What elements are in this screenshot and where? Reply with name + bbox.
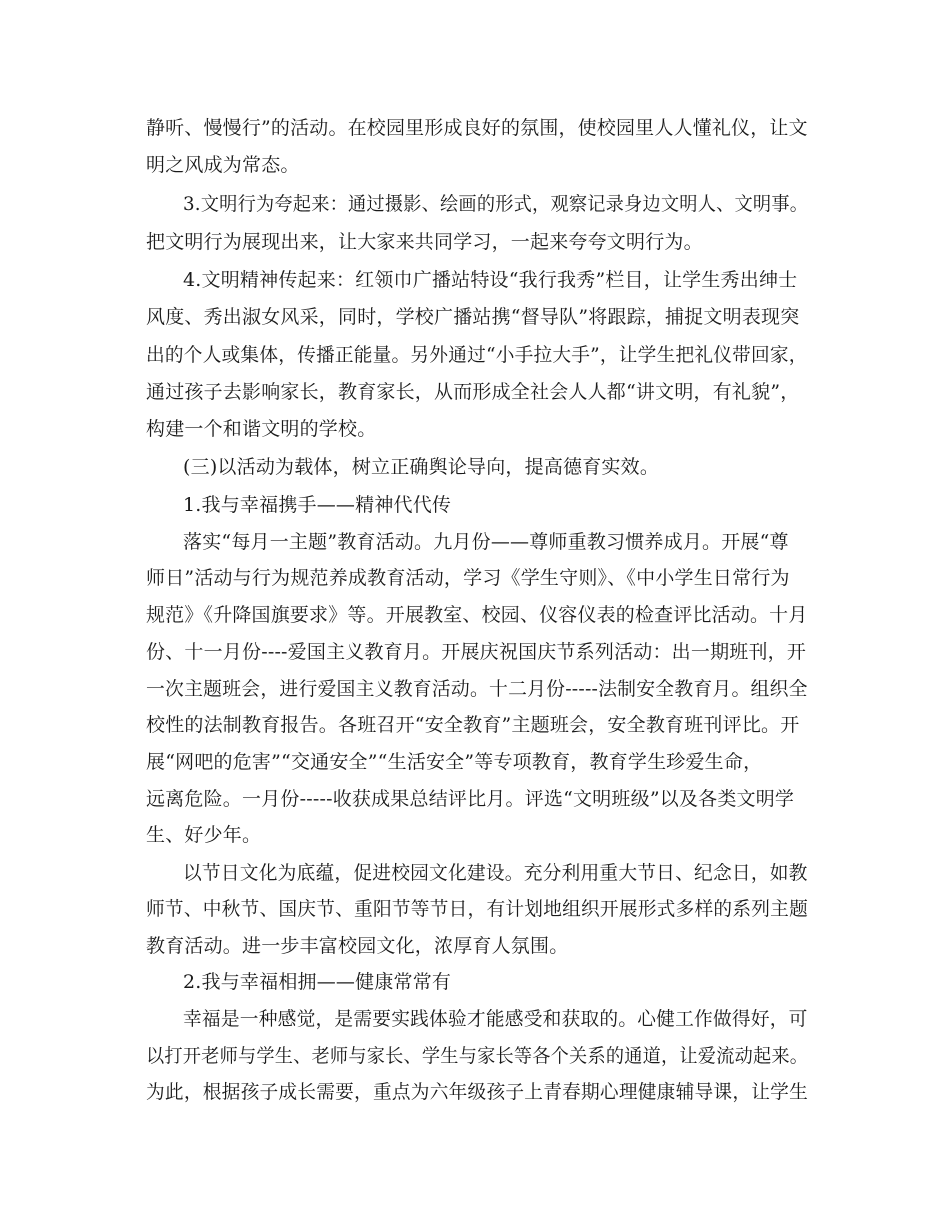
section-heading: (三)以活动为载体，树立正确舆论导向，提高德育实效。 <box>183 456 660 478</box>
text-line: 风度、秀出淑女风采，同时，学校广播站携“督导队”将跟踪，捕捉文明表现突 <box>146 306 800 328</box>
text-line: 把文明行为展现出来，让大家来共同学习，一起来夸夸文明行为。 <box>146 231 703 253</box>
text-line: 3.文明行为夸起来：通过摄影、绘画的形式，观察记录身边文明人、文明事。 <box>183 193 809 215</box>
text-line: 以节日文化为底蕴，促进校园文化建设。充分利用重大节日、纪念日，如教 <box>183 862 808 884</box>
subsection-heading: 2.我与幸福相拥——健康常常有 <box>183 971 452 993</box>
text-line: 幸福是一种感觉，是需要实践体验才能感受和获取的。心健工作做得好，可 <box>183 1008 808 1030</box>
text-line: 4.文明精神传起来：红领巾广播站特设“我行我秀”栏目，让学生秀出绅士 <box>183 269 798 291</box>
text-line: 构建一个和谐文明的学校。 <box>146 418 377 440</box>
text-line: 教育活动。进一步丰富校园文化，浓厚育人氛围。 <box>146 935 569 957</box>
text-line: 明之风成为常态。 <box>146 154 300 176</box>
text-line: 远离危险。一月份-----收获成果总结评比月。评选“文明班级”以及各类文明学 <box>146 788 795 810</box>
text-line: 以打开老师与学生、老师与家长、学生与家长等各个关系的通道，让爱流动起来。 <box>146 1045 809 1067</box>
text-line: 落实“每月一主题”教育活动。九月份——尊师重教习惯养成月。开展“尊 <box>183 531 789 553</box>
text-line: 出的个人或集体，传播正能量。另外通过“小手拉大手”，让学生把礼仪带回家， <box>146 344 808 366</box>
subsection-heading: 1.我与幸福携手——精神代代传 <box>183 494 452 516</box>
text-line: 校性的法制教育报告。各班召开“安全教育”主题班会，安全教育班刊评比。开 <box>146 714 800 736</box>
text-line: 师日”活动与行为规范养成教育活动，学习《学生守则》、《中小学生日常行为 <box>146 567 790 589</box>
text-line: 通过孩子去影响家长，教育家长，从而形成全社会人人都“讲文明，有礼貌”， <box>146 381 800 403</box>
text-line: 一次主题班会，进行爱国主义教育活动。十二月份-----法制安全教育月。组织全 <box>146 678 808 700</box>
text-line: 生、好少年。 <box>146 824 262 846</box>
text-line: 规范》《升降国旗要求》等。开展教室、校园、仪容仪表的检查评比活动。十月 <box>146 604 808 626</box>
text-line: 展“网吧的危害”“交通安全”“生活安全”等专项教育，教育学生珍爱生命， <box>146 751 763 773</box>
text-line: 为此，根据孩子成长需要，重点为六年级孩子上青春期心理健康辅导课，让学生 <box>146 1081 809 1103</box>
text-line: 静听、慢慢行”的活动。在校园里形成良好的氛围，使校园里人人懂礼仪，让文 <box>146 117 808 139</box>
text-line: 师节、中秋节、国庆节、重阳节等节日，有计划地组织开展形式多样的系列主题 <box>146 898 809 920</box>
text-line: 份、十一月份----爱国主义教育月。开展庆祝国庆节系列活动：出一期班刊，开 <box>146 641 807 663</box>
